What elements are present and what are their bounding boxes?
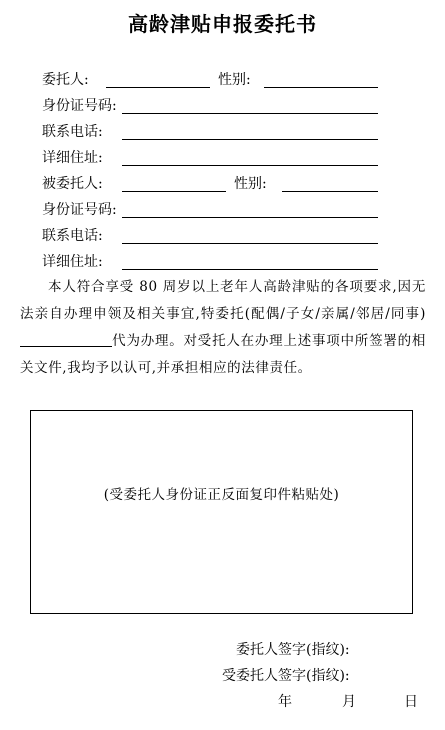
agent-id-label: 身份证号码: [42,202,117,218]
agent-id-line[interactable] [122,217,378,218]
id-copy-paste-box [30,410,413,614]
agent-phone-label: 联系电话: [42,228,103,244]
agent-phone-row [42,226,382,246]
statement-part1: 本人符合享受 80 周岁以上老年人高龄津贴的各项要求,因无法亲自办理申领及相关事宜,特委托(配偶/子女/亲属/邻居/同事) [20,279,426,322]
agent-gender-line[interactable] [282,191,378,192]
agent-relation-blank[interactable] [20,332,112,347]
date-month-label: 月 [342,694,356,710]
principal-phone-label: 联系电话: [42,124,103,140]
principal-name-line[interactable] [106,87,210,88]
agent-address-line[interactable] [122,269,378,270]
agent-address-row [42,252,382,272]
principal-phone-line[interactable] [122,139,378,140]
principal-signature-label: 委托人签字(指纹): [236,642,350,658]
agent-address-label: 详细住址: [42,254,103,270]
principal-gender-line[interactable] [264,87,378,88]
agent-name-label: 被委托人: [42,176,103,192]
agent-phone-line[interactable] [122,243,378,244]
statement-part2: 代为办理。对受托人在办理上述事项中所签署的相关文件,我均予以认可,并承担相应的法律责任。 [20,333,426,376]
statement-paragraph [20,274,426,382]
principal-address-line[interactable] [122,165,378,166]
agent-gender-label: 性别: [234,176,267,192]
principal-id-label: 身份证号码: [42,98,117,114]
principal-phone-row [42,122,382,142]
agent-id-row [42,200,382,220]
document-title: 高龄津贴申报委托书 [128,12,317,36]
agent-name-line[interactable] [122,191,226,192]
principal-name-label: 委托人: [42,72,89,88]
date-year-label: 年 [278,694,292,710]
date-day-label: 日 [404,694,418,710]
principal-id-row [42,96,382,116]
principal-address-label: 详细住址: [42,150,103,166]
principal-id-line[interactable] [122,113,378,114]
id-copy-paste-note: (受委托人身份证正反面复印件粘贴处) [103,487,340,503]
agent-name-row [42,174,382,194]
principal-name-row [42,70,382,90]
agent-signature-label: 受委托人签字(指纹): [222,668,350,684]
principal-gender-label: 性别: [218,72,251,88]
principal-address-row [42,148,382,168]
